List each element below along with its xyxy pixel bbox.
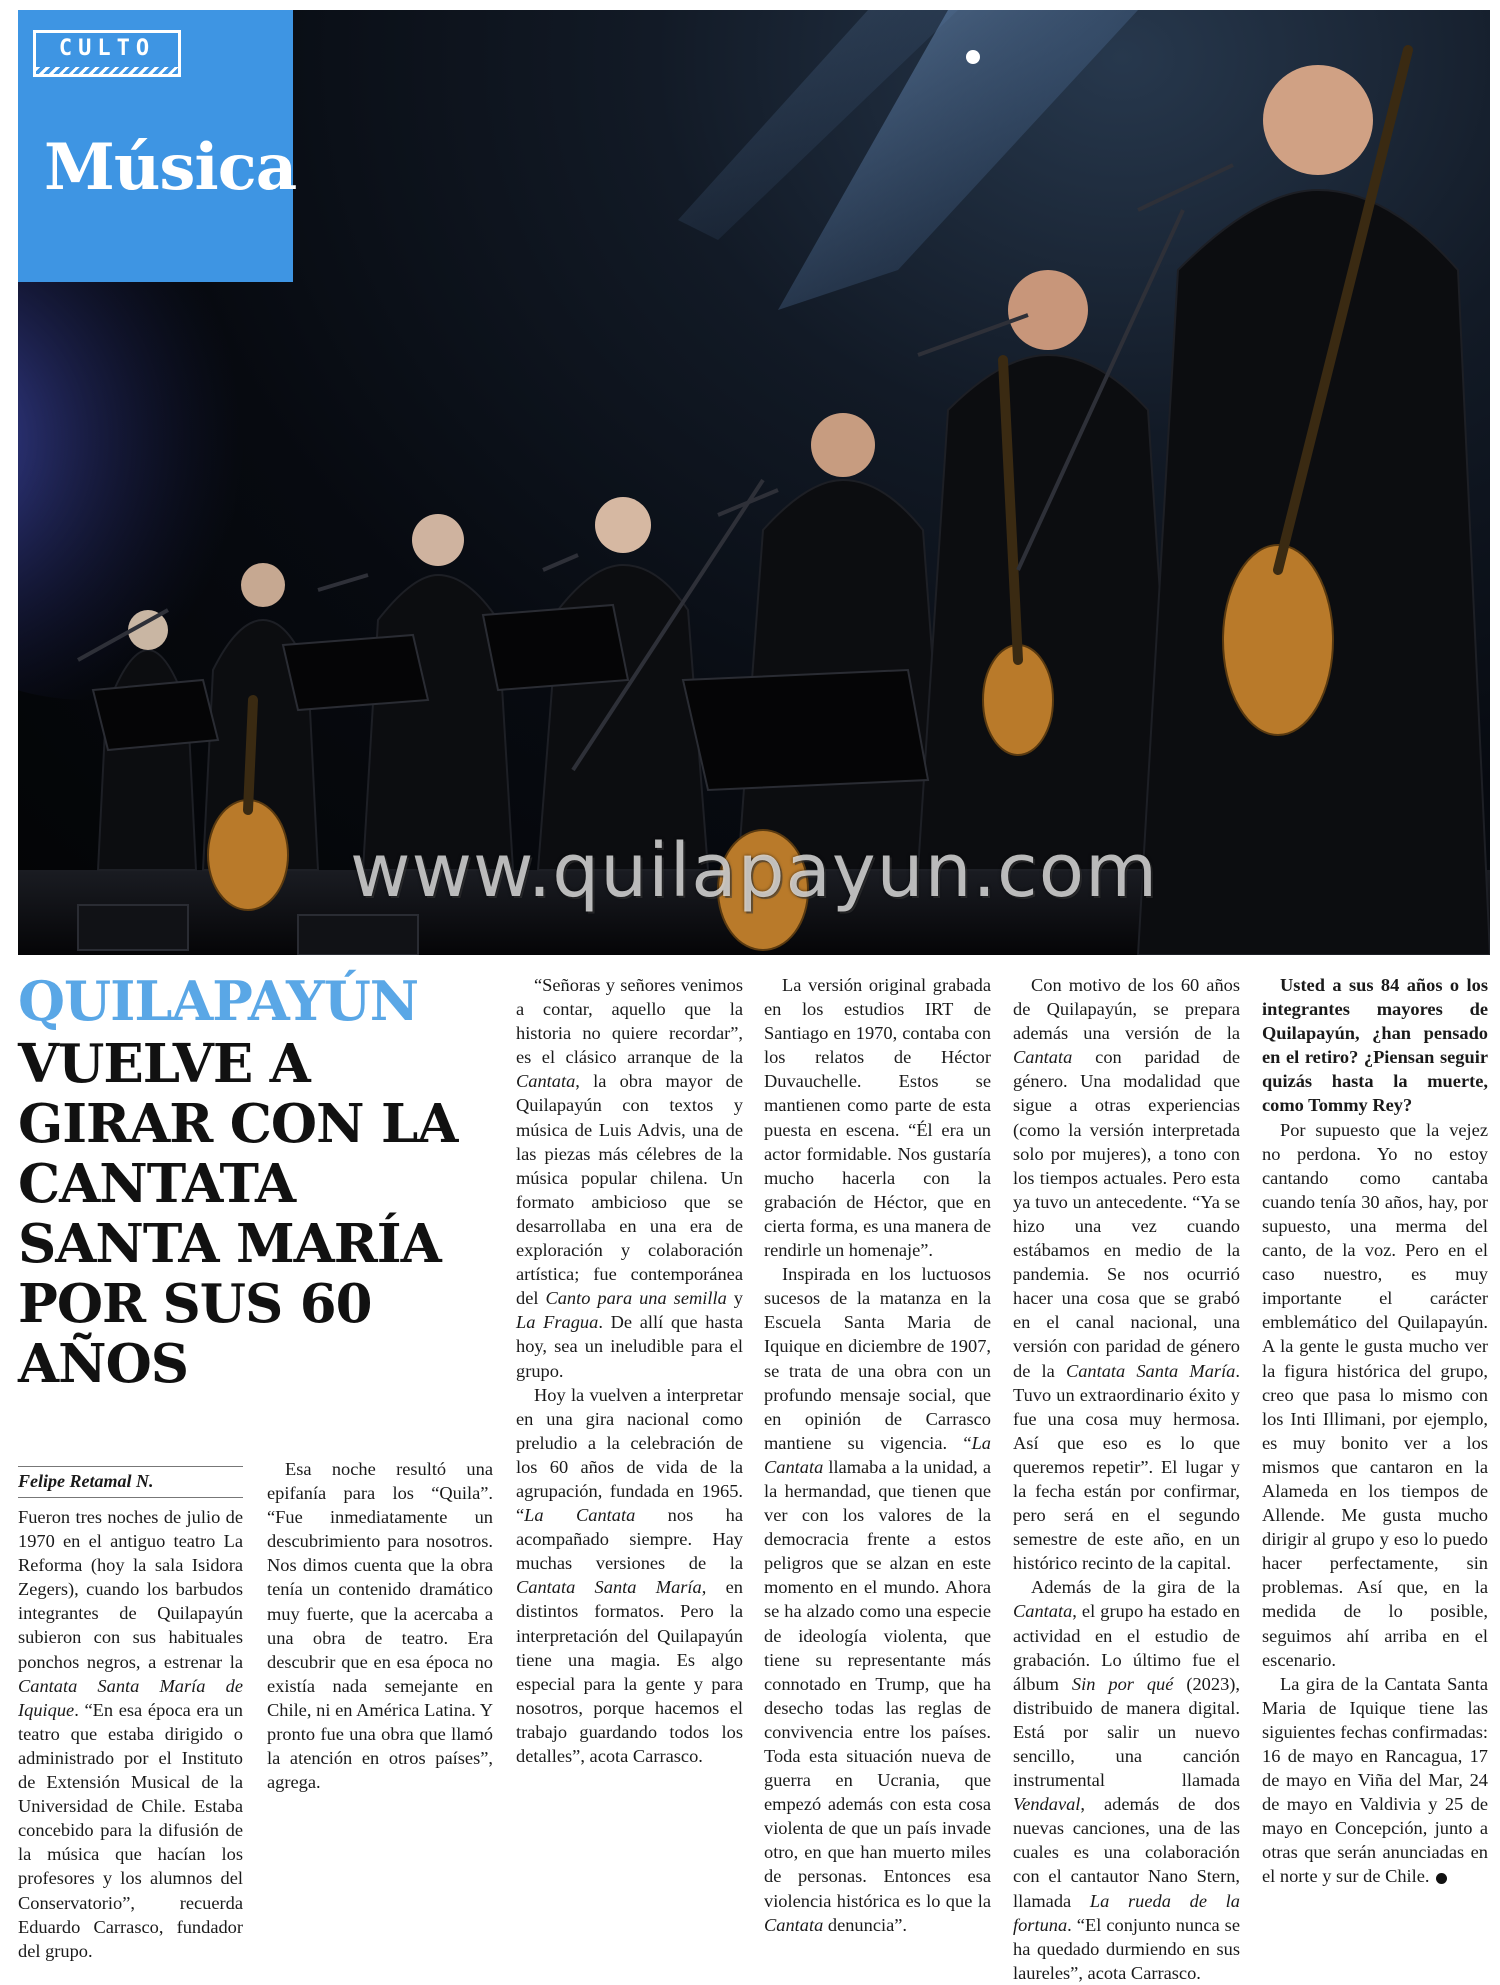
paragraph: Fueron tres noches de julio de 1970 en el antiguo teatro La Reforma (hoy la sala Isidora Zegers), cuando los barbudos integrantes de Quilapayún subieron con sus habituales ponchos negros, a estrenar la Cantata Santa María de Iquique. “En esa época era un teatro que estaba dirigido o administrado por el Instituto de Extensión Musical de la Universidad de Chile. Estaba concebido para la difusión de la música que hacían los profesores y los alumnos del Conservatorio”, recuerda Eduardo Carrasco, fundador del grupo. [18,1507,243,1961]
paragraph: Esa noche resultó una epifanía para los “Quila”. “Fue inmediatamente un descubrimiento para nosotros. Nos dimos cuenta que la obra tenía un contenido dramático muy fuerte, que la acercaba a una obra de teatro. Era descubrir que en esa época no existía nada semejante en Chile, ni en América Latina. Y pronto fue una obra que llamó la atención en otros países”, agrega. [267,1459,493,1793]
section-badge [18,10,297,282]
headline-kicker: QUILAPAYÚN [18,969,419,1033]
culto-logo: CULTO [33,30,181,67]
column-3 [516,973,743,1768]
paragraph: La versión original grabada en los estudios IRT de Santiago en 1970, contaba con los relatos de Héctor Duvauchelle. Estos se mantienen como parte de esta puesta en escena. “Él era un actor formidable. Nos gustaría mucho hacerla con la grabación de Héctor, que en cierta forma, es una manera de rendirle un homenaje”. [764,975,991,1261]
paragraph: Hoy la vuelven a interpretar en una gira nacional como preludio a la celebración de los 60 años de vida de la agrupación, fundada en 1965. “La Cantata nos ha acompañado siempre. Hay muchas versiones de la Cantata Santa María, en distintos formatos. Pero la interpretación del Quilapayún tiene una magia. Es algo especial para la gente y para nosotros, porque hacemos el trabajo guardando todos los detalles”, acota Carrasco. [516,1384,743,1766]
paragraph: “Señoras y señores venimos a contar, aquello que la historia no quiere recordar”, es el clásico arranque de la Cantata, la obra mayor de Quilapayún con textos y música de Luis Advis, una de las piezas más célebres de la música popular chilena. Un formato ambicioso que se desarrollaba en una era de exploración y colaboración artística; fue contemporánea del Canto para una semilla y La Fragua. De allí que hasta hoy, sea un ineludible para el grupo. [516,975,744,1381]
culto-logo-stripe [33,67,181,77]
paragraph: Por supuesto que la vejez no perdona. Yo no estoy cantando como cantaba cuando tenía 30 años, hay, por supuesto, una merma del canto, de la voz. Pero en el caso nuestro, es muy importante el carácter emblemático del Quilapayún. A la gente le gusta mucho ver la figura histórica del grupo, creo que pasa lo mismo con los Inti Illimani, por ejemplo, es muy bonito ver a los mismos que cantaron en la Alameda en los tiempos de Allende. Me gusta mucho dirigir al grupo y eso lo puedo hacer perfectamente, sin problemas. Así que, en la medida de lo posible, seguimos ahí arriba en el escenario. [1262,1119,1488,1670]
byline: Felipe Retamal N. [18,1466,243,1498]
paragraph: Inspirada en los luctuosos sucesos de la matanza en la Escuela Santa Maria de Iquique en diciembre de 1907, se trata de una obra con un profundo mensaje social, que en opinión de Carrasco mantiene su vigencia. “La Cantata llamaba a la unidad, a la hermandad, que tienen que ver con los valores de la democracia frente a estos peligros que se alzan en este momento en el mundo. Ahora se ha alzado como una especie de ideología violenta, que tiene su representante más connotado en Trump, que ha desecho todas las reglas de convivencia entre los países. Toda esta situación nueva de guerra en Ucrania, que empezó además con esta cosa violenta de que un país invade otro, en que han muerto miles de personas. Entonces esa violencia histórica es lo que la Cantata denuncia”. [764,1264,991,1935]
interview-question: Usted a sus 84 años o los integrantes mayores de Quilapayún, ¿han pensado en el retiro? ¿Piensan seguir quizás hasta la muerte, como Tommy Rey? [1262,975,1488,1116]
column-5 [1013,973,1240,1985]
column-6 [1262,973,1488,1889]
paragraph: Con motivo de los 60 años de Quilapayún, se prepara además una versión de la Cantata con paridad de género. Una modalidad que sigue a otras experiencias (como la versión interpretada solo por mujeres), a tono con los tiempos actuales. Pero esta ya tuvo un antecedente. “Ya se hizo una vez cuando estábamos en medio de la pandemia. Se nos ocurrió hacer una cosa que se grabó en el canal nacional, una versión con paridad de género de la Cantata Santa María. Tuvo un extraordinario éxito y fue una cosa muy hermosa. Así que eso es lo que queremos repetir”. El lugar y la fecha están por confirmar, pero será en el segundo semestre de este año, en un histórico recinto de la capital. [1013,975,1240,1574]
end-of-article-dot [1436,1873,1447,1884]
column-4 [764,973,991,1937]
section-name: Música [44,130,297,205]
paragraph: La gira de la Cantata Santa Maria de Iquique tiene las siguientes fechas confirmadas: 16 de mayo en Rancagua, 17 de mayo en Viña del Mar, 24 de mayo en Valdivia y 25 de mayo en Concepción, junto a otras que serán anunciadas en el norte y sur de Chile. [1262,1673,1488,1887]
column-1 [18,1505,243,1963]
column-2 [267,1457,493,1794]
photo-watermark: www.quilapayun.com [349,828,1159,914]
headline: VUELVE A GIRAR CON LA CANTATA SANTA MARÍA POR SUS 60 AÑOS [18,1033,458,1395]
paragraph: Además de la gira de la Cantata, el grupo ha estado en actividad en el estudio de grabación. Lo último fue el álbum Sin por qué (2023), distribuido de manera digital. Está por salir un nuevo sencillo, una canción instrumental llamada Vendaval, además de dos nuevas canciones, una de las cuales es una colaboración con el cantautor Nano Stern, llamada La rueda de la fortuna. “El conjunto nunca se ha quedado durmiendo en sus laureles”, acota Carrasco. [1013,1577,1240,1983]
